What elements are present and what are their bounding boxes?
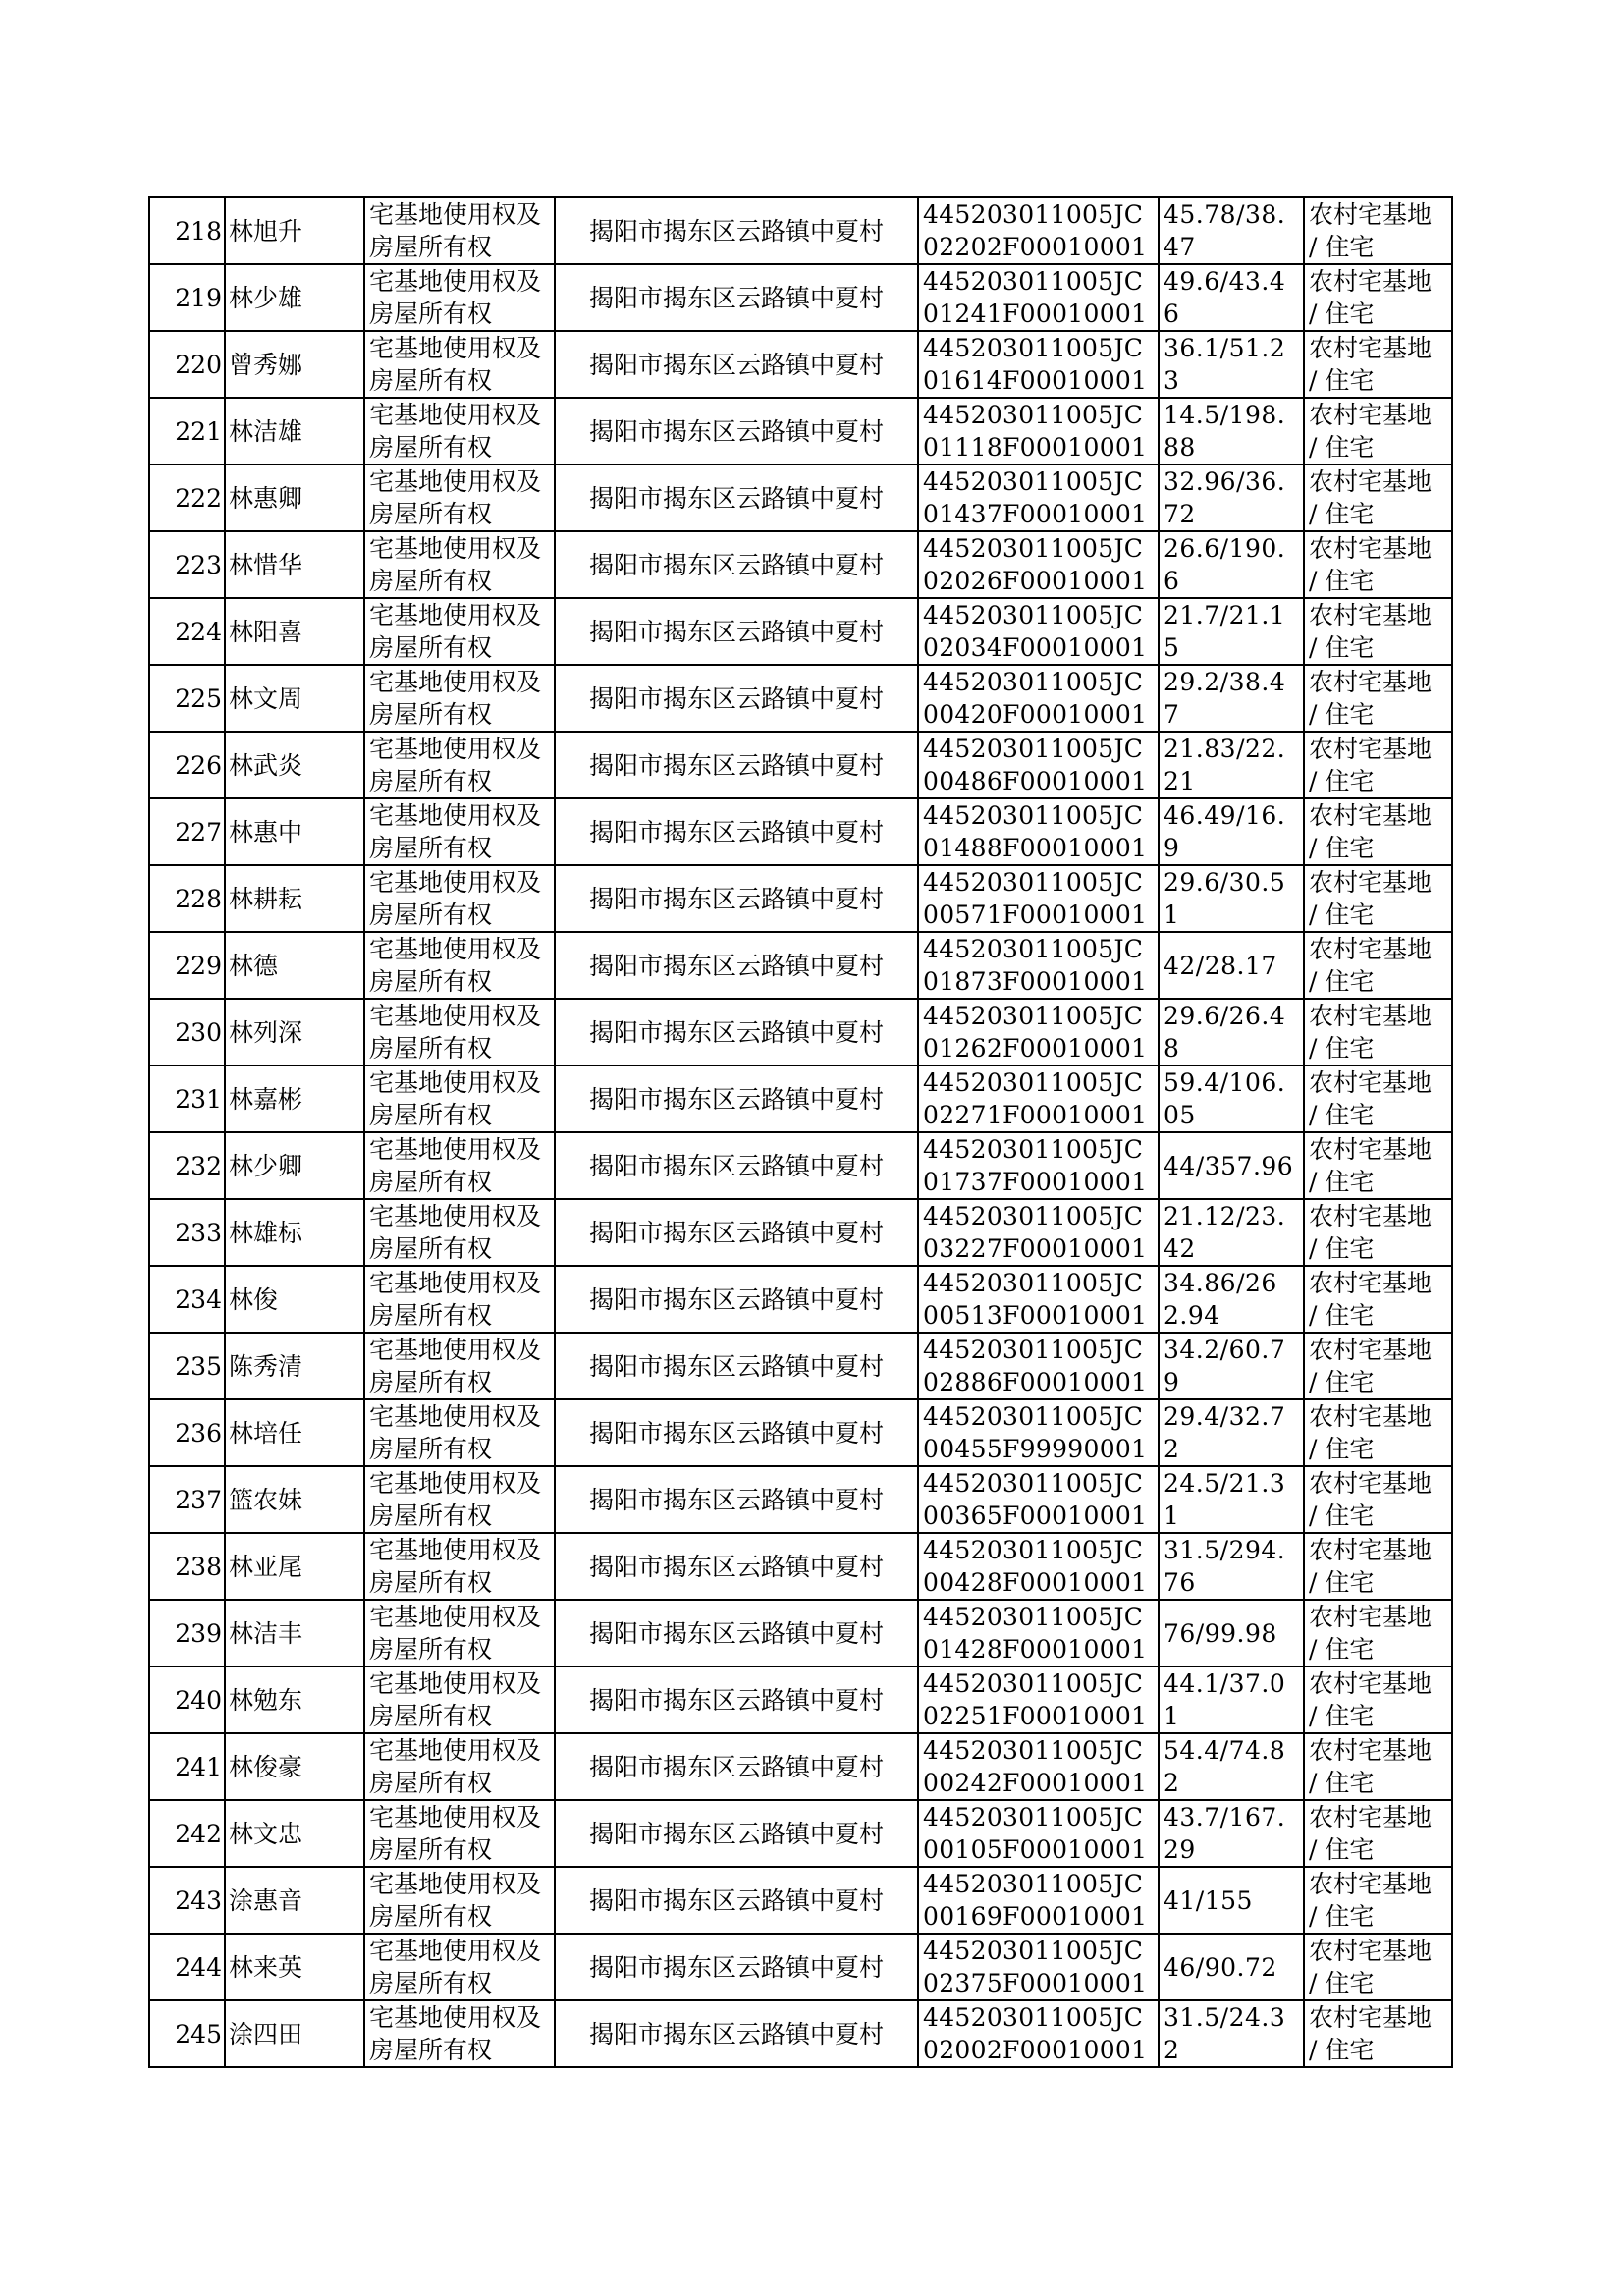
property-location-cell: 揭阳市揭东区云路镇中夏村 [555,732,918,798]
right-type-cell: 宅基地使用权及房屋所有权 [364,732,555,798]
property-location-cell: 揭阳市揭东区云路镇中夏村 [555,598,918,665]
table-body [149,197,1452,2067]
land-usage-cell: 农村宅基地 / 住宅 [1304,264,1452,331]
owner-name-cell: 林列深 [225,999,364,1066]
land-usage-cell: 农村宅基地 / 住宅 [1304,1867,1452,1934]
property-location-cell: 揭阳市揭东区云路镇中夏村 [555,197,918,264]
land-usage-cell: 农村宅基地 / 住宅 [1304,999,1452,1066]
area-value-cell: 36.1/51.23 [1159,331,1304,398]
right-type-cell: 宅基地使用权及房屋所有权 [364,398,555,464]
table-row [149,331,1452,398]
row-number-cell: 227 [149,798,225,865]
property-location-cell: 揭阳市揭东区云路镇中夏村 [555,1333,918,1399]
unit-code-cell: 445203011005JC02886F00010001 [918,1333,1159,1399]
table-row [149,999,1452,1066]
table-row [149,531,1452,598]
area-value-cell: 49.6/43.46 [1159,264,1304,331]
unit-code-cell: 445203011005JC00365F00010001 [918,1466,1159,1533]
row-number-cell: 228 [149,865,225,932]
unit-code-cell: 445203011005JC01262F00010001 [918,999,1159,1066]
area-value-cell: 46/90.72 [1159,1934,1304,2000]
table-row [149,932,1452,999]
property-location-cell: 揭阳市揭东区云路镇中夏村 [555,331,918,398]
area-value-cell: 21.83/22.21 [1159,732,1304,798]
unit-code-cell: 445203011005JC02026F00010001 [918,531,1159,598]
land-usage-cell: 农村宅基地 / 住宅 [1304,1199,1452,1266]
unit-code-cell: 445203011005JC02251F00010001 [918,1667,1159,1733]
owner-name-cell: 林阳喜 [225,598,364,665]
unit-code-cell: 445203011005JC00105F00010001 [918,1800,1159,1867]
table-row [149,1066,1452,1132]
area-value-cell: 44/357.96 [1159,1132,1304,1199]
right-type-cell: 宅基地使用权及房屋所有权 [364,1934,555,2000]
land-usage-cell: 农村宅基地 / 住宅 [1304,1066,1452,1132]
right-type-cell: 宅基地使用权及房屋所有权 [364,1333,555,1399]
land-usage-cell: 农村宅基地 / 住宅 [1304,732,1452,798]
land-usage-cell: 农村宅基地 / 住宅 [1304,1466,1452,1533]
owner-name-cell: 林来英 [225,1934,364,2000]
right-type-cell: 宅基地使用权及房屋所有权 [364,1533,555,1600]
row-number-cell: 234 [149,1266,225,1333]
property-location-cell: 揭阳市揭东区云路镇中夏村 [555,1199,918,1266]
property-location-cell: 揭阳市揭东区云路镇中夏村 [555,531,918,598]
unit-code-cell: 445203011005JC03227F00010001 [918,1199,1159,1266]
table-row [149,1199,1452,1266]
owner-name-cell: 篮农妹 [225,1466,364,1533]
unit-code-cell: 445203011005JC00455F99990001 [918,1399,1159,1466]
land-usage-cell: 农村宅基地 / 住宅 [1304,464,1452,531]
row-number-cell: 232 [149,1132,225,1199]
right-type-cell: 宅基地使用权及房屋所有权 [364,665,555,732]
property-location-cell: 揭阳市揭东区云路镇中夏村 [555,2000,918,2067]
right-type-cell: 宅基地使用权及房屋所有权 [364,1867,555,1934]
owner-name-cell: 林培任 [225,1399,364,1466]
property-location-cell: 揭阳市揭东区云路镇中夏村 [555,464,918,531]
land-usage-cell: 农村宅基地 / 住宅 [1304,1600,1452,1667]
table-row [149,1667,1452,1733]
land-usage-cell: 农村宅基地 / 住宅 [1304,1733,1452,1800]
land-usage-cell: 农村宅基地 / 住宅 [1304,665,1452,732]
owner-name-cell: 林洁雄 [225,398,364,464]
land-usage-cell: 农村宅基地 / 住宅 [1304,1333,1452,1399]
row-number-cell: 231 [149,1066,225,1132]
property-location-cell: 揭阳市揭东区云路镇中夏村 [555,1667,918,1733]
area-value-cell: 34.2/60.79 [1159,1333,1304,1399]
land-usage-cell: 农村宅基地 / 住宅 [1304,1934,1452,2000]
right-type-cell: 宅基地使用权及房屋所有权 [364,1266,555,1333]
area-value-cell: 21.7/21.15 [1159,598,1304,665]
right-type-cell: 宅基地使用权及房屋所有权 [364,1800,555,1867]
area-value-cell: 76/99.98 [1159,1600,1304,1667]
area-value-cell: 24.5/21.31 [1159,1466,1304,1533]
owner-name-cell: 林惠中 [225,798,364,865]
row-number-cell: 226 [149,732,225,798]
right-type-cell: 宅基地使用权及房屋所有权 [364,197,555,264]
land-usage-cell: 农村宅基地 / 住宅 [1304,1667,1452,1733]
table-row [149,197,1452,264]
land-usage-cell: 农村宅基地 / 住宅 [1304,1800,1452,1867]
table-row [149,798,1452,865]
owner-name-cell: 曾秀娜 [225,331,364,398]
table-row [149,398,1452,464]
unit-code-cell: 445203011005JC00571F00010001 [918,865,1159,932]
owner-name-cell: 林俊 [225,1266,364,1333]
table-row [149,732,1452,798]
row-number-cell: 238 [149,1533,225,1600]
row-number-cell: 220 [149,331,225,398]
owner-name-cell: 涂四田 [225,2000,364,2067]
land-usage-cell: 农村宅基地 / 住宅 [1304,1533,1452,1600]
row-number-cell: 239 [149,1600,225,1667]
area-value-cell: 54.4/74.82 [1159,1733,1304,1800]
property-location-cell: 揭阳市揭东区云路镇中夏村 [555,999,918,1066]
right-type-cell: 宅基地使用权及房屋所有权 [364,1132,555,1199]
table-row [149,264,1452,331]
land-usage-cell: 农村宅基地 / 住宅 [1304,1399,1452,1466]
right-type-cell: 宅基地使用权及房屋所有权 [364,865,555,932]
right-type-cell: 宅基地使用权及房屋所有权 [364,464,555,531]
row-number-cell: 245 [149,2000,225,2067]
table-row [149,865,1452,932]
table-row [149,1934,1452,2000]
unit-code-cell: 445203011005JC01241F00010001 [918,264,1159,331]
right-type-cell: 宅基地使用权及房屋所有权 [364,932,555,999]
area-value-cell: 14.5/198.88 [1159,398,1304,464]
table-row [149,464,1452,531]
row-number-cell: 241 [149,1733,225,1800]
land-usage-cell: 农村宅基地 / 住宅 [1304,331,1452,398]
area-value-cell: 31.5/294.76 [1159,1533,1304,1600]
row-number-cell: 225 [149,665,225,732]
row-number-cell: 243 [149,1867,225,1934]
unit-code-cell: 445203011005JC02202F00010001 [918,197,1159,264]
owner-name-cell: 林德 [225,932,364,999]
land-usage-cell: 农村宅基地 / 住宅 [1304,932,1452,999]
owner-name-cell: 林亚尾 [225,1533,364,1600]
property-location-cell: 揭阳市揭东区云路镇中夏村 [555,665,918,732]
row-number-cell: 235 [149,1333,225,1399]
property-location-cell: 揭阳市揭东区云路镇中夏村 [555,1800,918,1867]
right-type-cell: 宅基地使用权及房屋所有权 [364,1600,555,1667]
right-type-cell: 宅基地使用权及房屋所有权 [364,531,555,598]
property-location-cell: 揭阳市揭东区云路镇中夏村 [555,1399,918,1466]
property-location-cell: 揭阳市揭东区云路镇中夏村 [555,264,918,331]
property-location-cell: 揭阳市揭东区云路镇中夏村 [555,1533,918,1600]
right-type-cell: 宅基地使用权及房屋所有权 [364,1733,555,1800]
right-type-cell: 宅基地使用权及房屋所有权 [364,798,555,865]
property-location-cell: 揭阳市揭东区云路镇中夏村 [555,932,918,999]
table-row [149,1266,1452,1333]
area-value-cell: 29.4/32.72 [1159,1399,1304,1466]
unit-code-cell: 445203011005JC01614F00010001 [918,331,1159,398]
area-value-cell: 45.78/38.47 [1159,197,1304,264]
owner-name-cell: 林俊豪 [225,1733,364,1800]
owner-name-cell: 林文忠 [225,1800,364,1867]
unit-code-cell: 445203011005JC00513F00010001 [918,1266,1159,1333]
owner-name-cell: 林惠卿 [225,464,364,531]
unit-code-cell: 445203011005JC00486F00010001 [918,732,1159,798]
area-value-cell: 21.12/23.42 [1159,1199,1304,1266]
property-location-cell: 揭阳市揭东区云路镇中夏村 [555,1466,918,1533]
table-row [149,1466,1452,1533]
area-value-cell: 26.6/190.6 [1159,531,1304,598]
area-value-cell: 41/155 [1159,1867,1304,1934]
row-number-cell: 223 [149,531,225,598]
table-row [149,2000,1452,2067]
unit-code-cell: 445203011005JC00420F00010001 [918,665,1159,732]
area-value-cell: 31.5/24.32 [1159,2000,1304,2067]
owner-name-cell: 林洁丰 [225,1600,364,1667]
land-usage-cell: 农村宅基地 / 住宅 [1304,798,1452,865]
table-row [149,1800,1452,1867]
land-usage-cell: 农村宅基地 / 住宅 [1304,531,1452,598]
property-location-cell: 揭阳市揭东区云路镇中夏村 [555,1733,918,1800]
row-number-cell: 218 [149,197,225,264]
owner-name-cell: 林惜华 [225,531,364,598]
area-value-cell: 34.86/262.94 [1159,1266,1304,1333]
owner-name-cell: 涂惠音 [225,1867,364,1934]
table-row [149,598,1452,665]
row-number-cell: 242 [149,1800,225,1867]
property-location-cell: 揭阳市揭东区云路镇中夏村 [555,865,918,932]
property-location-cell: 揭阳市揭东区云路镇中夏村 [555,1600,918,1667]
right-type-cell: 宅基地使用权及房屋所有权 [364,1667,555,1733]
property-location-cell: 揭阳市揭东区云路镇中夏村 [555,798,918,865]
unit-code-cell: 445203011005JC01737F00010001 [918,1132,1159,1199]
area-value-cell: 32.96/36.72 [1159,464,1304,531]
unit-code-cell: 445203011005JC01488F00010001 [918,798,1159,865]
area-value-cell: 29.6/26.48 [1159,999,1304,1066]
row-number-cell: 222 [149,464,225,531]
row-number-cell: 237 [149,1466,225,1533]
table-row [149,1867,1452,1934]
area-value-cell: 29.6/30.51 [1159,865,1304,932]
area-value-cell: 59.4/106.05 [1159,1066,1304,1132]
owner-name-cell: 林旭升 [225,197,364,264]
table-row [149,1533,1452,1600]
land-usage-cell: 农村宅基地 / 住宅 [1304,1266,1452,1333]
table-row [149,1399,1452,1466]
property-location-cell: 揭阳市揭东区云路镇中夏村 [555,1934,918,2000]
owner-name-cell: 林雄标 [225,1199,364,1266]
unit-code-cell: 445203011005JC00242F00010001 [918,1733,1159,1800]
right-type-cell: 宅基地使用权及房屋所有权 [364,999,555,1066]
land-usage-cell: 农村宅基地 / 住宅 [1304,1132,1452,1199]
owner-name-cell: 林勉东 [225,1667,364,1733]
unit-code-cell: 445203011005JC01428F00010001 [918,1600,1159,1667]
table-row [149,665,1452,732]
table-row [149,1733,1452,1800]
owner-name-cell: 林嘉彬 [225,1066,364,1132]
right-type-cell: 宅基地使用权及房屋所有权 [364,331,555,398]
area-value-cell: 46.49/16.9 [1159,798,1304,865]
row-number-cell: 236 [149,1399,225,1466]
unit-code-cell: 445203011005JC02271F00010001 [918,1066,1159,1132]
owner-name-cell: 林耕耘 [225,865,364,932]
area-value-cell: 43.7/167.29 [1159,1800,1304,1867]
row-number-cell: 221 [149,398,225,464]
land-usage-cell: 农村宅基地 / 住宅 [1304,2000,1452,2067]
row-number-cell: 240 [149,1667,225,1733]
unit-code-cell: 445203011005JC02002F00010001 [918,2000,1159,2067]
owner-name-cell: 林少雄 [225,264,364,331]
unit-code-cell: 445203011005JC01118F00010001 [918,398,1159,464]
row-number-cell: 244 [149,1934,225,2000]
right-type-cell: 宅基地使用权及房屋所有权 [364,1466,555,1533]
property-location-cell: 揭阳市揭东区云路镇中夏村 [555,1132,918,1199]
row-number-cell: 224 [149,598,225,665]
owner-name-cell: 林武炎 [225,732,364,798]
table-row [149,1132,1452,1199]
right-type-cell: 宅基地使用权及房屋所有权 [364,598,555,665]
right-type-cell: 宅基地使用权及房屋所有权 [364,1199,555,1266]
unit-code-cell: 445203011005JC01873F00010001 [918,932,1159,999]
row-number-cell: 233 [149,1199,225,1266]
owner-name-cell: 陈秀清 [225,1333,364,1399]
row-number-cell: 229 [149,932,225,999]
unit-code-cell: 445203011005JC01437F00010001 [918,464,1159,531]
property-location-cell: 揭阳市揭东区云路镇中夏村 [555,1266,918,1333]
area-value-cell: 44.1/37.01 [1159,1667,1304,1733]
property-register-table [148,196,1453,2068]
right-type-cell: 宅基地使用权及房屋所有权 [364,2000,555,2067]
property-location-cell: 揭阳市揭东区云路镇中夏村 [555,1066,918,1132]
table-row [149,1333,1452,1399]
land-usage-cell: 农村宅基地 / 住宅 [1304,398,1452,464]
right-type-cell: 宅基地使用权及房屋所有权 [364,264,555,331]
unit-code-cell: 445203011005JC02034F00010001 [918,598,1159,665]
land-usage-cell: 农村宅基地 / 住宅 [1304,865,1452,932]
unit-code-cell: 445203011005JC00169F00010001 [918,1867,1159,1934]
row-number-cell: 219 [149,264,225,331]
unit-code-cell: 445203011005JC02375F00010001 [918,1934,1159,2000]
property-location-cell: 揭阳市揭东区云路镇中夏村 [555,398,918,464]
area-value-cell: 42/28.17 [1159,932,1304,999]
table-row [149,1600,1452,1667]
land-usage-cell: 农村宅基地 / 住宅 [1304,197,1452,264]
owner-name-cell: 林少卿 [225,1132,364,1199]
land-usage-cell: 农村宅基地 / 住宅 [1304,598,1452,665]
unit-code-cell: 445203011005JC00428F00010001 [918,1533,1159,1600]
owner-name-cell: 林文周 [225,665,364,732]
area-value-cell: 29.2/38.47 [1159,665,1304,732]
right-type-cell: 宅基地使用权及房屋所有权 [364,1399,555,1466]
row-number-cell: 230 [149,999,225,1066]
right-type-cell: 宅基地使用权及房屋所有权 [364,1066,555,1132]
property-location-cell: 揭阳市揭东区云路镇中夏村 [555,1867,918,1934]
